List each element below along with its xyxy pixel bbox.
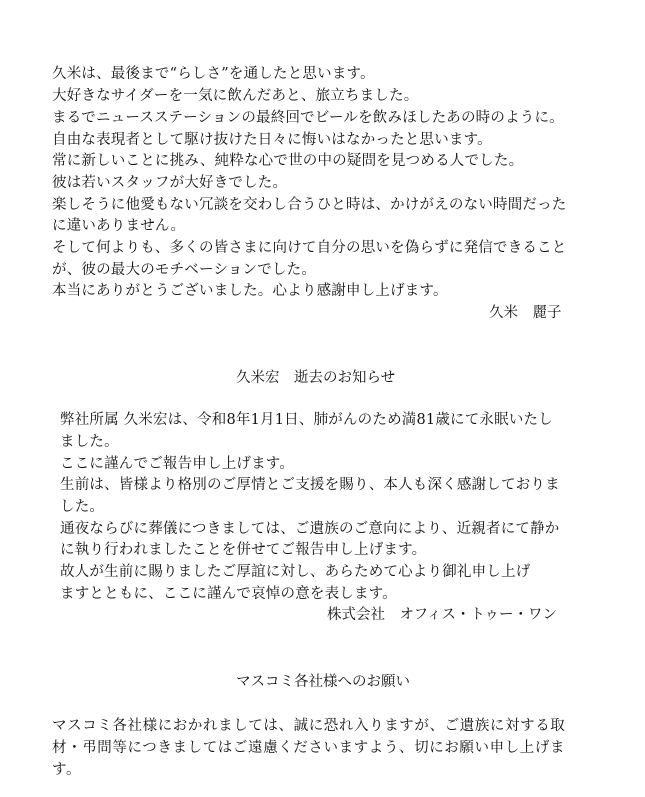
notice-line: 生前は、皆様より格別のご厚情とご支援を賜り、本人も深く感謝しておりま [60, 477, 560, 493]
notice-line: 故人が生前に賜りましたご厚誼に対し、あらためて心より御礼申し上げ [60, 564, 531, 580]
letter-line: 彼は若いスタッフが大好きでした。 [52, 175, 288, 191]
notice-line: 弊社所属 久米宏は、令和8年1月1日、肺がんのため満81歳にて永眠いたし [60, 412, 553, 428]
letter-line: 楽しそうに他愛もない冗談を交わし合うひと時は、かけがえのない時間だった [52, 197, 567, 213]
letter-line: そして何よりも、多くの皆さまに向けて自分の思いを偽らずに発信できること [52, 240, 567, 256]
notice-title: 久米宏 逝去のお知らせ [236, 370, 396, 386]
letter-line: に違いありません。 [52, 218, 186, 234]
request-line: す。 [52, 762, 82, 778]
letter-line: 自由な表現者として駆け抜けた日々に悔いはなかったと思います。 [52, 132, 492, 148]
notice-line: に執り行われましたことを併せてご報告申し上げます。 [60, 542, 427, 558]
request-title: マスコミ各社様へのお願い [236, 674, 410, 690]
request-line: マスコミ各社様におかれましては、誠に恐れ入りますが、ご遺族に対する取 [52, 718, 566, 734]
letter-line: 本当にありがとうございました。心より感謝申し上げます。 [52, 283, 448, 299]
letter-signature: 久米 麗子 [489, 305, 562, 321]
letter-line: 久米は、最後まで“らしさ”を通したと思います。 [52, 66, 375, 82]
notice-line: ますとともに、ここに謹んで哀悼の意を表します。 [60, 586, 397, 602]
notice-line: 通夜ならびに葬儀につきましては、ご遺族のご意向により、近親者にて静か [60, 521, 560, 537]
letter-line: まるでニュースステーションの最終回でビールを飲みほしたあの時のように。 [52, 110, 564, 126]
notice-company: 株式会社 オフィス・トゥー・ワン [327, 607, 558, 623]
notice-line: ここに謹んでご報告申し上げます。 [60, 456, 295, 472]
letter-line: 常に新しいことに挑み、純粋な心で世の中の疑問を見つめる人でした。 [52, 153, 524, 169]
letter-line: 大好きなサイダーを一気に飲んだあと、旅立ちました。 [52, 88, 419, 104]
letter-line: が、彼の最大のモチベーションでした。 [52, 262, 317, 278]
request-line: 材・弔問等につきましてはご遠慮くださいますよう、切にお願い申し上げま [52, 740, 566, 756]
notice-line: ました。 [60, 434, 119, 450]
notice-line: した。 [60, 499, 105, 515]
